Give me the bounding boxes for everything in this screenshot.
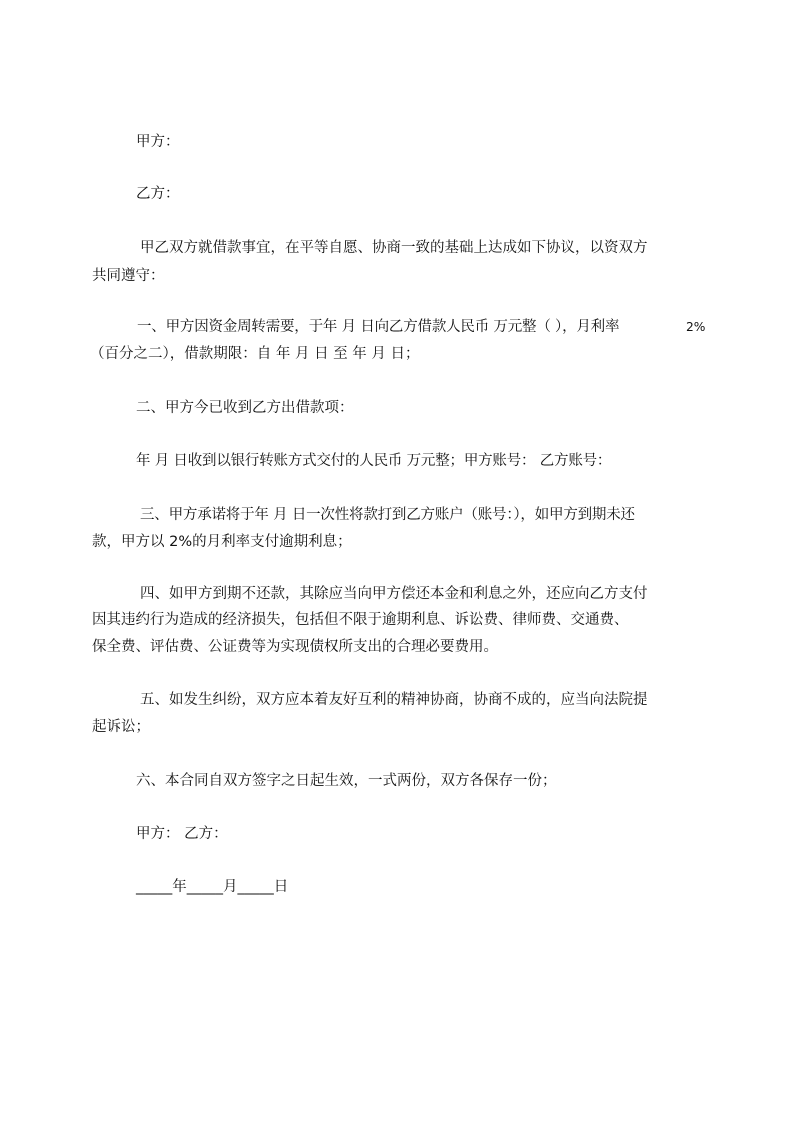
signature-line: 甲方： 乙方： xyxy=(136,826,228,842)
preamble-line-1: 甲乙双方就借款事宜，在平等自愿、协商一致的基础上达成如下协议，以资双方 xyxy=(140,240,648,256)
clause-5-line-1: 五、如发生纠纷，双方应本着友好互利的精神协商，协商不成的，应当向法院提 xyxy=(140,692,648,708)
clause-1-line-2: （百分之二），借款期限：自 年 月 日 至 年 月 日； xyxy=(90,346,420,362)
clause-2-line-2: 年 月 日收到以银行转账方式交付的人民币 万元整；甲方账号： 乙方账号： xyxy=(136,453,612,469)
clause-4-line-1: 四、如甲方到期不还款，其除应当向甲方偿还本金和利息之外，还应向乙方支付 xyxy=(140,586,648,602)
clause-3-line-2: 款，甲方以 2%的月利率支付逾期利息； xyxy=(92,534,352,550)
clause-3-line-1: 三、甲方承诺将于年 月 日一次性将款打到乙方账户（账号：），如甲方到期未还 xyxy=(140,507,635,523)
party-a-header: 甲方： xyxy=(136,134,180,150)
preamble-line-2: 共同遵守： xyxy=(92,268,165,284)
clause-1-rate: 2% xyxy=(686,320,706,334)
party-b-header: 乙方： xyxy=(136,186,180,202)
clause-1-line-1: 一、甲方因资金周转需要，于年 月 日向乙方借款人民币 万元整（ ），月利率 xyxy=(137,319,620,335)
clause-4-line-3: 保全费、评估费、公证费等为实现债权所支出的合理必要费用。 xyxy=(92,639,498,655)
date-line: _____年_____月_____日 xyxy=(136,879,289,895)
clause-5-line-2: 起诉讼； xyxy=(92,719,150,735)
clause-4-line-2: 因其违约行为造成的经济损失，包括但不限于逾期利息、诉讼费、律师费、交通费、 xyxy=(92,612,629,628)
clause-2-line-1: 二、甲方今已收到乙方出借款项： xyxy=(136,400,354,416)
clause-6-line-1: 六、本合同自双方签字之日起生效，一式两份，双方各保存一份； xyxy=(136,773,557,789)
